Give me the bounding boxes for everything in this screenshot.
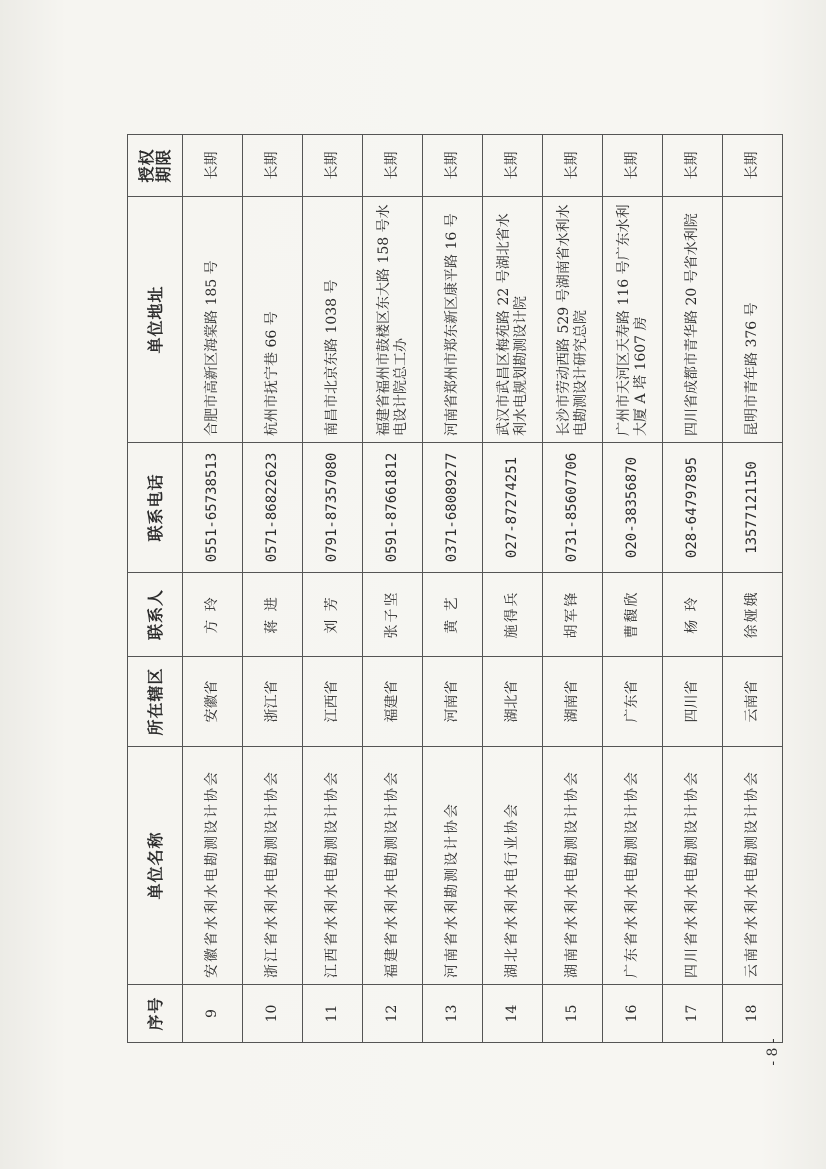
cell-phone: 020-38356870: [603, 443, 663, 573]
cell-index: 12: [363, 985, 423, 1043]
table-row: [663, 135, 723, 1043]
header-phone: 联系电话: [128, 443, 183, 573]
cell-contact: 杨 玲: [663, 573, 723, 657]
cell-address: 福建省福州市鼓楼区东大路 158 号水电设计院总工办: [363, 197, 423, 443]
cell-region: 江西省: [303, 657, 363, 747]
cell-contact: 徐娅娥: [723, 573, 783, 657]
cell-region: 湖北省: [483, 657, 543, 747]
cell-contact: 方 玲: [183, 573, 243, 657]
cell-contact: 张子坚: [363, 573, 423, 657]
cell-name: 福建省水利水电勘测设计协会: [363, 747, 423, 985]
organization-table: [127, 134, 783, 1043]
cell-phone: 0371-68089277: [423, 443, 483, 573]
cell-region: 安徽省: [183, 657, 243, 747]
cell-name: 湖北省水利水电行业协会: [483, 747, 543, 985]
cell-term: 长期: [363, 135, 423, 197]
table-row: [543, 135, 603, 1043]
cell-contact: 刘 芳: [303, 573, 363, 657]
cell-address: 杭州市抚宁巷 66 号: [243, 197, 303, 443]
cell-name: 湖南省水利水电勘测设计协会: [543, 747, 603, 985]
cell-name: 云南省水利水电勘测设计协会: [723, 747, 783, 985]
header-term: 授权期限: [128, 135, 183, 197]
cell-name: 江西省水利水电勘测设计协会: [303, 747, 363, 985]
table-row: [183, 135, 243, 1043]
cell-name: 河南省水利勘测设计协会: [423, 747, 483, 985]
table-row: [363, 135, 423, 1043]
cell-term: 长期: [663, 135, 723, 197]
header-name: 单位名称: [128, 747, 183, 985]
cell-phone: 028-64797895: [663, 443, 723, 573]
cell-region: 四川省: [663, 657, 723, 747]
cell-term: 长期: [423, 135, 483, 197]
header-address: 单位地址: [128, 197, 183, 443]
cell-phone: 13577121150: [723, 443, 783, 573]
cell-address: 河南省郑州市郑东新区康平路 16 号: [423, 197, 483, 443]
cell-address: 四川省成都市青华路 20 号省水利院: [663, 197, 723, 443]
cell-phone: 0731-85607706: [543, 443, 603, 573]
table-row: [423, 135, 483, 1043]
header-index: 序号: [128, 985, 183, 1043]
cell-address: 广州市天河区天寿路 116 号广东水利大厦 A 塔 1607 房: [603, 197, 663, 443]
cell-term: 长期: [603, 135, 663, 197]
cell-index: 11: [303, 985, 363, 1043]
cell-contact: 黄 艺: [423, 573, 483, 657]
cell-term: 长期: [723, 135, 783, 197]
cell-term: 长期: [183, 135, 243, 197]
cell-index: 17: [663, 985, 723, 1043]
cell-term: 长期: [303, 135, 363, 197]
rotated-table-wrapper: [127, 135, 760, 1043]
cell-index: 15: [543, 985, 603, 1043]
table-row: [723, 135, 783, 1043]
cell-term: 长期: [543, 135, 603, 197]
cell-region: 浙江省: [243, 657, 303, 747]
cell-name: 浙江省水利水电勘测设计协会: [243, 747, 303, 985]
cell-phone: 027-87274251: [483, 443, 543, 573]
page-number: - 8 -: [765, 1038, 781, 1066]
cell-term: 长期: [243, 135, 303, 197]
cell-region: 云南省: [723, 657, 783, 747]
cell-phone: 0551-65738513: [183, 443, 243, 573]
cell-contact: 施得兵: [483, 573, 543, 657]
cell-index: 10: [243, 985, 303, 1043]
cell-name: 安徽省水利水电勘测设计协会: [183, 747, 243, 985]
cell-name: 四川省水利水电勘测设计协会: [663, 747, 723, 985]
cell-address: 南昌市北京东路 1038 号: [303, 197, 363, 443]
cell-phone: 0571-86822623: [243, 443, 303, 573]
cell-index: 9: [183, 985, 243, 1043]
cell-address: 昆明市青年路 376 号: [723, 197, 783, 443]
cell-index: 13: [423, 985, 483, 1043]
cell-region: 福建省: [363, 657, 423, 747]
header-contact: 联系人: [128, 573, 183, 657]
cell-contact: 蒋 进: [243, 573, 303, 657]
cell-region: 湖南省: [543, 657, 603, 747]
cell-index: 16: [603, 985, 663, 1043]
header-region: 所在辖区: [128, 657, 183, 747]
table-row: [603, 135, 663, 1043]
table-row: [303, 135, 363, 1043]
cell-name: 广东省水利水电勘测设计协会: [603, 747, 663, 985]
cell-address: 长沙市劳动西路 529 号湖南省水利水电勘测设计研究总院: [543, 197, 603, 443]
cell-phone: 0791-87357080: [303, 443, 363, 573]
cell-address: 武汉市武昌区梅苑路 22 号湖北省水利水电规划勘测设计院: [483, 197, 543, 443]
cell-contact: 胡军锋: [543, 573, 603, 657]
cell-region: 广东省: [603, 657, 663, 747]
cell-contact: 曹馥欣: [603, 573, 663, 657]
cell-index: 14: [483, 985, 543, 1043]
table-header-row: [128, 135, 183, 1043]
cell-address: 合肥市高新区海棠路 185 号: [183, 197, 243, 443]
cell-region: 河南省: [423, 657, 483, 747]
cell-term: 长期: [483, 135, 543, 197]
table-row: [243, 135, 303, 1043]
cell-index: 18: [723, 985, 783, 1043]
cell-phone: 0591-87661812: [363, 443, 423, 573]
table-row: [483, 135, 543, 1043]
